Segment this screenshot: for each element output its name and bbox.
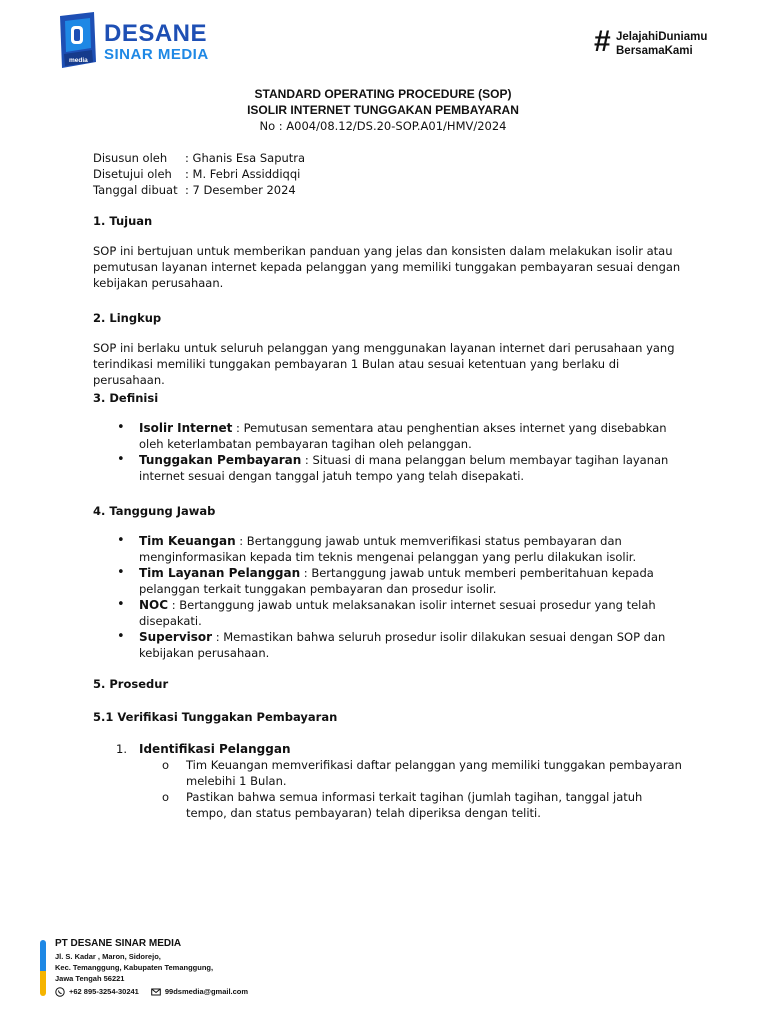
section-verifikasi xyxy=(93,709,683,725)
section-heading: 5. Prosedur xyxy=(93,677,169,691)
procedure-steps xyxy=(93,741,683,821)
footer-contact xyxy=(55,986,248,997)
definition-desc: : Situasi di mana pelanggan belum membayar tagihan layanan internet sesuai dengan tanggal jatuh tempo yang telah disepakati. xyxy=(139,453,669,483)
title-block xyxy=(93,86,673,134)
section-definisi xyxy=(93,390,683,484)
section-heading: 1. Tujuan xyxy=(93,214,153,228)
section-lingkup xyxy=(93,310,683,388)
doc-meta xyxy=(93,150,305,198)
footer-email: 99dsmedia@gmail.com xyxy=(164,987,249,996)
role-term: Tim Keuangan xyxy=(139,534,236,548)
sub-item-text: Pastikan bahwa semua informasi terkait tagihan (jumlah tagihan, tanggal jatuh tempo, dan status pembayaran) telah diperiksa dengan teliti. xyxy=(186,790,643,820)
definition-desc: : Pemutusan sementara atau penghentian akses internet yang disebabkan oleh keterlambatan pembayaran tagihan oleh pelanggan. xyxy=(139,421,667,451)
sub-item-marker: o xyxy=(162,790,170,804)
role-term: Tim Layanan Pelanggan xyxy=(139,566,301,580)
definition-term: Tunggakan Pembayaran xyxy=(139,453,302,467)
meta-row xyxy=(93,150,305,166)
list-item xyxy=(139,452,683,484)
responsibility-list xyxy=(93,533,683,661)
meta-value: : Ghanis Esa Saputra xyxy=(185,151,306,165)
hashtag-line-2: BersamaKami xyxy=(616,45,693,57)
role-term: Supervisor xyxy=(139,630,213,644)
list-item xyxy=(139,597,683,629)
meta-label: Disetujui oleh xyxy=(93,167,172,181)
logo-title: DESANE xyxy=(104,20,208,47)
meta-value: : 7 Desember 2024 xyxy=(185,183,296,197)
hashtag-tagline xyxy=(594,25,724,58)
list-item xyxy=(139,565,683,597)
sub-list xyxy=(93,757,683,821)
section-tujuan xyxy=(93,213,683,291)
section-prosedur xyxy=(93,676,683,692)
subsection-heading: 5.1 Verifikasi Tunggakan Pembayaran xyxy=(93,710,338,724)
role-desc: : Memastikan bahwa seluruh prosedur isolir dilakukan sesuai dengan SOP dan kebijakan perusahaan. xyxy=(139,630,666,660)
address-line: Jawa Tengah 56221 xyxy=(55,974,125,983)
role-term: NOC xyxy=(139,598,169,612)
address-line: Jl. S. Kadar , Maron, Sidorejo, xyxy=(55,952,161,961)
list-item xyxy=(139,533,683,565)
sub-item-marker: o xyxy=(162,758,170,772)
footer-phone: +62 895-3254-30241 xyxy=(69,987,139,996)
item-label: Identifikasi Pelanggan xyxy=(139,742,291,756)
doc-number: No : A004/08.12/DS.20-SOP.A01/HMV/2024 xyxy=(259,119,507,133)
doc-title-1: STANDARD OPERATING PROCEDURE (SOP) xyxy=(254,87,512,101)
meta-row xyxy=(93,166,305,182)
doc-title-2: ISOLIR INTERNET TUNGGAKAN PEMBAYARAN xyxy=(247,103,519,117)
section-paragraph: SOP ini bertujuan untuk memberikan panduan yang jelas dan konsisten dalam melakukan isolir atau pemutusan layanan internet kepada pelanggan yang memiliki tunggakan pembayaran sesuai dengan kebijakan perusahaan. xyxy=(93,244,681,290)
company-logo xyxy=(56,12,226,72)
sub-item xyxy=(162,789,683,821)
meta-label: Tanggal dibuat xyxy=(93,183,178,197)
hashtag-icon: # xyxy=(594,25,611,58)
hashtag-line-1: JelajahiDuniamu xyxy=(616,31,708,43)
meta-value: : M. Febri Assiddiqqi xyxy=(185,167,301,181)
role-desc: : Bertanggung jawab untuk melaksanakan isolir internet sesuai prosedur yang telah disepakati. xyxy=(139,598,656,628)
definition-term: Isolir Internet xyxy=(139,421,233,435)
sub-item-text: Tim Keuangan memverifikasi daftar pelanggan yang memiliki tunggakan pembayaran melebihi 1 Bulan. xyxy=(186,758,682,788)
item-number: 1. xyxy=(116,742,127,756)
address-line: Kec. Temanggung, Kabupaten Temanggung, xyxy=(55,963,214,972)
whatsapp-icon xyxy=(55,987,65,997)
role-desc: : Bertanggung jawab untuk memberi pemberitahuan kepada pelanggan terkait tunggakan pembayaran dan prosedur isolir. xyxy=(139,566,654,596)
section-heading: 2. Lingkup xyxy=(93,311,162,325)
definition-list xyxy=(93,420,683,484)
numbered-item xyxy=(93,741,683,757)
email-icon xyxy=(151,987,161,997)
list-item xyxy=(139,420,683,452)
section-heading: 4. Tanggung Jawab xyxy=(93,504,216,518)
section-heading: 3. Definisi xyxy=(93,391,159,405)
role-desc: : Bertanggung jawab untuk memverifikasi status pembayaran dan menginformasikan kepada tim teknis mengenai pelanggan yang perlu dilakukan isolir. xyxy=(139,534,637,564)
footer xyxy=(40,938,300,1002)
logo-badge: media xyxy=(69,57,88,64)
footer-accent-bar xyxy=(40,940,46,996)
list-item xyxy=(139,629,683,661)
meta-row xyxy=(93,182,305,198)
logo-mark-icon xyxy=(56,12,100,68)
logo-subtitle: SINAR MEDIA xyxy=(104,46,209,63)
footer-company-name: PT DESANE SINAR MEDIA xyxy=(55,938,182,949)
meta-label: Disusun oleh xyxy=(93,151,168,165)
section-paragraph: SOP ini berlaku untuk seluruh pelanggan yang menggunakan layanan internet dari perusahaan yang terindikasi memiliki tunggakan pembayaran 1 Bulan atau sesuai ketentuan yang berlaku di perusahaan. xyxy=(93,341,675,387)
sub-item xyxy=(162,757,683,789)
section-tanggung-jawab xyxy=(93,503,683,661)
footer-address xyxy=(55,951,213,984)
